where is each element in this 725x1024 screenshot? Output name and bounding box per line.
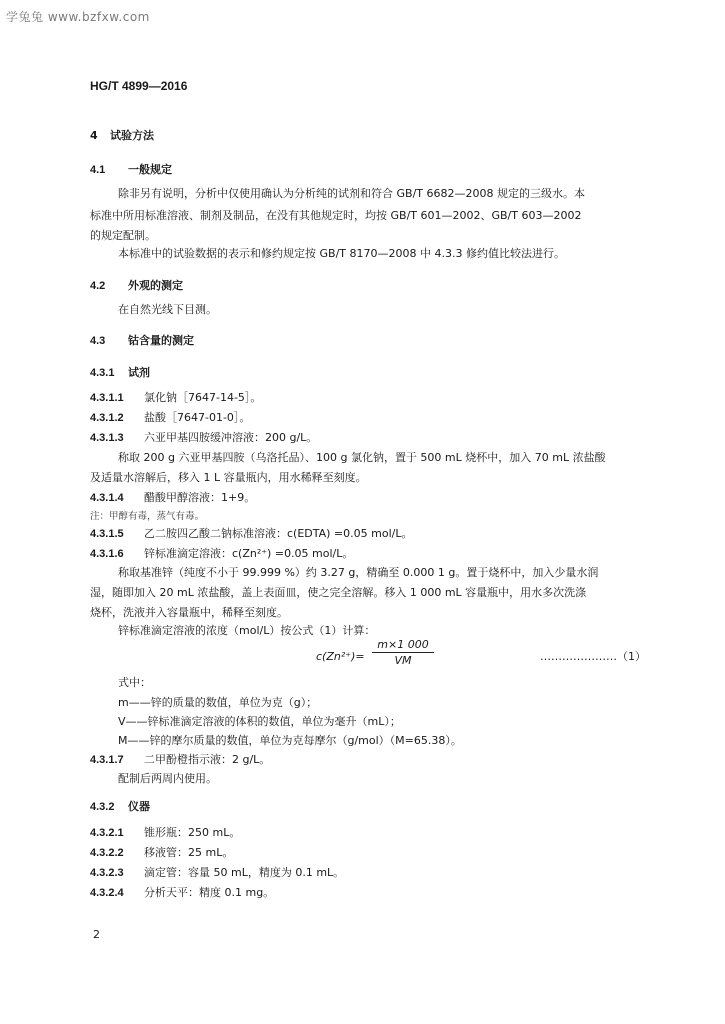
reagent-item — [90, 411, 250, 425]
paragraph-line: 配制后两周内使用。 — [118, 772, 217, 785]
item-number: 4.3.1.2 — [90, 412, 124, 424]
reagent-item — [90, 391, 261, 405]
item-text: 锌标准滴定溶液：c(Zn²⁺) =0.05 mol/L。 — [144, 547, 354, 560]
paragraph-line: 称取基准锌（纯度不小于 99.999 %）约 3.27 g，精确至 0.000 1 g。置于烧杯中，加入少量水润 — [118, 566, 599, 579]
section-title: 试验方法 — [110, 129, 154, 142]
paragraph-line: 烧杯，洗液并入容量瓶中，稀释至刻度。 — [90, 606, 288, 619]
item-text: 二甲酚橙指示液：2 g/L。 — [144, 753, 271, 766]
reagent-item — [90, 491, 255, 505]
item-number: 4.3.1.7 — [90, 754, 124, 766]
item-number: 4.3.2.4 — [90, 887, 124, 899]
section-number: 4.3.2 — [90, 801, 115, 813]
note: 注：甲醇有毒，蒸气有毒。 — [90, 511, 205, 522]
item-text: 锥形瓶：250 mL。 — [144, 826, 241, 839]
item-number: 4.3.1.3 — [90, 432, 124, 444]
item-text: 氯化钠［7647-14-5］。 — [144, 391, 262, 404]
formula-denominator: VM — [394, 654, 412, 667]
section-number: 4 — [90, 129, 98, 142]
section-4-3-1-heading — [90, 366, 150, 380]
section-4-3-heading — [90, 334, 194, 348]
item-number: 4.3.2.1 — [90, 827, 124, 839]
reagent-item — [90, 527, 412, 541]
item-text: 六亚甲基四胺缓冲溶液：200 g/L。 — [144, 431, 318, 444]
page-number: 2 — [93, 928, 100, 941]
instrument-item — [90, 866, 344, 880]
variables-intro: 式中： — [118, 676, 151, 689]
item-text: 醋酸甲醇溶液：1+9。 — [144, 491, 256, 504]
item-number: 4.3.1.1 — [90, 392, 124, 404]
equation-number: …………………（1） — [540, 650, 646, 663]
paragraph-line: 锌标准滴定溶液的浓度（mol/L）按公式（1）计算： — [118, 624, 376, 637]
paragraph-line: 及适量水溶解后，移入 1 L 容量瓶内，用水稀释至刻度。 — [90, 471, 367, 484]
section-title: 试剂 — [128, 366, 150, 379]
variable-definition: m——锌的质量的数值，单位为克（g）； — [118, 696, 318, 709]
item-number: 4.3.2.2 — [90, 847, 124, 859]
section-title: 仪器 — [128, 800, 150, 813]
reagent-item — [90, 431, 317, 445]
section-title: 钴含量的测定 — [128, 334, 194, 347]
reagent-item — [90, 753, 270, 767]
item-text: 盐酸［7647-01-0］。 — [144, 411, 251, 424]
watermark: 学兔兔 www.bzfxw.com — [6, 10, 150, 24]
item-text: 移液管：25 mL。 — [144, 846, 234, 859]
section-4-heading — [90, 129, 154, 143]
formula-lhs: c(Zn²⁺)= — [316, 650, 365, 663]
instrument-item — [90, 826, 240, 840]
section-number: 4.2 — [90, 280, 106, 292]
formula-numerator: m×1 000 — [372, 638, 434, 653]
item-number: 4.3.1.4 — [90, 492, 124, 504]
variable-definition: V——锌标准滴定溶液的体积的数值，单位为毫升（mL）； — [118, 715, 401, 728]
reagent-item — [90, 547, 353, 561]
section-title: 一般规定 — [128, 163, 172, 176]
formula-fraction — [372, 638, 434, 667]
item-text: 分析天平：精度 0.1 mg。 — [144, 886, 275, 899]
section-number: 4.1 — [90, 164, 106, 176]
section-4-3-2-heading — [90, 800, 150, 814]
paragraph-line: 除非另有说明，分析中仅使用确认为分析纯的试剂和符合 GB/T 6682—2008 规定的三级水。本 — [118, 187, 585, 200]
section-title: 外观的测定 — [128, 279, 183, 292]
section-4-1-heading — [90, 163, 172, 177]
item-number: 4.3.1.5 — [90, 528, 124, 540]
paragraph-line: 在自然光线下目测。 — [118, 303, 217, 316]
paragraph-line: 标准中所用标准溶液、制剂及制品，在没有其他规定时，均按 GB/T 601—2002、GB/T 603—2002 — [90, 209, 582, 222]
item-number: 4.3.1.6 — [90, 548, 124, 560]
paragraph-line: 本标准中的试验数据的表示和修约规定按 GB/T 8170—2008 中 4.3.3 修约值比较法进行。 — [118, 247, 565, 260]
section-number: 4.3 — [90, 335, 106, 347]
section-4-2-heading — [90, 279, 183, 293]
instrument-item — [90, 886, 274, 900]
item-text: 滴定管：容量 50 mL，精度为 0.1 mL。 — [144, 866, 345, 879]
section-number: 4.3.1 — [90, 367, 115, 379]
paragraph-line: 湿，随即加入 20 mL 浓盐酸，盖上表面皿，使之完全溶解。移入 1 000 mL 容量瓶中，用水多次洗涤 — [90, 586, 587, 599]
paragraph-line: 称取 200 g 六亚甲基四胺（乌洛托品）、100 g 氯化钠，置于 500 mL 烧杯中，加入 70 mL 浓盐酸 — [118, 451, 606, 464]
item-text: 乙二胺四乙酸二钠标准溶液：c(EDTA) =0.05 mol/L。 — [144, 527, 413, 540]
standard-code: HG/T 4899—2016 — [90, 79, 188, 93]
instrument-item — [90, 846, 233, 860]
item-number: 4.3.2.3 — [90, 867, 124, 879]
paragraph-line: 的规定配制。 — [90, 229, 156, 242]
variable-definition: M——锌的摩尔质量的数值，单位为克每摩尔（g/mol）（M=65.38）。 — [118, 734, 462, 747]
